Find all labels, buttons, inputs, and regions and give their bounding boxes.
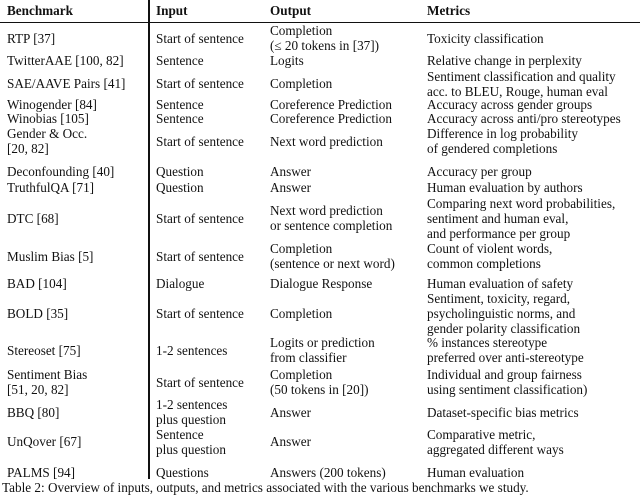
benchmark-line: PALMS [94]: [7, 464, 76, 480]
output-cell: [270, 427, 311, 456]
input-cell: [156, 53, 204, 68]
benchmark-line: [51, 20, 82]: [7, 382, 69, 397]
metrics-cell: [427, 335, 584, 365]
input-cell: [156, 180, 204, 194]
table-row: [0, 180, 640, 194]
metrics-line: Human evaluation of safety: [427, 275, 574, 291]
metrics-line: sentiment and human eval,: [427, 210, 569, 226]
input-line: 1-2 sentences: [156, 342, 228, 358]
benchmark-line: RTP [37]: [7, 30, 56, 46]
metrics-line: Relative change in perplexity: [427, 53, 582, 68]
table-row: [0, 126, 640, 156]
output-line: Coreference Prediction: [270, 96, 392, 112]
output-line: (sentence or next word): [270, 256, 395, 271]
metrics-line: gender polarity classification: [427, 320, 581, 336]
output-line: Dialogue Response: [270, 275, 373, 291]
metrics-line: psycholinguistic norms, and: [427, 305, 576, 321]
table-row: [0, 335, 640, 365]
input-line: plus question: [156, 412, 226, 427]
benchmark-line: Stereoset [75]: [7, 342, 81, 358]
input-line: Sentence: [156, 96, 204, 112]
input-line: Start of sentence: [156, 248, 244, 264]
metrics-cell: [427, 23, 544, 53]
benchmark-cell: [7, 53, 124, 68]
input-line: Dialogue: [156, 275, 205, 291]
input-cell: [156, 126, 244, 156]
benchmark-cell: [7, 164, 114, 178]
output-cell: [270, 164, 311, 178]
input-cell: [156, 68, 244, 99]
header-input: Input: [156, 2, 188, 18]
input-cell: [156, 164, 204, 178]
metrics-cell: [427, 290, 580, 336]
benchmark-cell: [7, 195, 59, 241]
metrics-cell: [427, 53, 582, 68]
metrics-line: Sentiment classification and quality: [427, 68, 616, 84]
benchmark-line: Deconfounding [40]: [7, 163, 115, 179]
metrics-line: using sentiment classification): [427, 382, 588, 397]
output-line: Next word prediction: [270, 133, 383, 149]
table-row: [0, 465, 640, 479]
output-line: Completion: [270, 76, 333, 91]
output-line: Completion: [270, 367, 333, 382]
output-cell: [270, 23, 379, 53]
table-row: [0, 97, 640, 111]
metrics-cell: [427, 180, 583, 194]
benchmark-line: [20, 82]: [7, 141, 49, 156]
metrics-line: Human evaluation by authors: [427, 179, 583, 195]
input-line: Question: [156, 179, 204, 195]
output-cell: [270, 367, 369, 397]
table-row: [0, 23, 640, 53]
input-cell: [156, 241, 244, 271]
benchmark-line: Gender & Occ.: [7, 126, 88, 141]
table-row: [0, 164, 640, 178]
benchmark-line: BOLD [35]: [7, 305, 69, 321]
input-cell: [156, 427, 226, 456]
metrics-cell: [427, 111, 621, 126]
output-cell: [270, 465, 386, 479]
table-row: [0, 53, 640, 68]
input-cell: [156, 465, 209, 479]
output-line: Coreference Prediction: [270, 111, 392, 126]
table-caption: Table 2: Overview of inputs, outputs, and metrics associated with the various benchmarks we study.: [2, 480, 529, 495]
metrics-line: Comparative metric,: [427, 426, 536, 442]
input-line: Start of sentence: [156, 76, 244, 91]
input-cell: [156, 111, 204, 126]
output-line: Answer: [270, 404, 312, 420]
output-line: or sentence completion: [270, 218, 393, 233]
benchmark-line: BBQ [80]: [7, 404, 60, 420]
benchmark-line: TruthfulQA [71]: [7, 179, 95, 195]
metrics-line: Comparing next word probabilities,: [427, 195, 616, 211]
benchmark-line: Sentiment Bias: [7, 367, 88, 382]
benchmark-cell: [7, 68, 125, 99]
output-cell: [270, 195, 392, 241]
metrics-cell: [427, 241, 552, 271]
benchmark-cell: [7, 97, 97, 111]
table-row: [0, 195, 640, 241]
benchmark-cell: [7, 126, 87, 156]
input-line: Question: [156, 163, 204, 179]
benchmark-cell: [7, 465, 75, 479]
table-row: [0, 367, 640, 397]
output-cell: [270, 53, 304, 68]
benchmark-cell: [7, 180, 94, 194]
benchmark-line: DTC [68]: [7, 210, 59, 226]
input-line: Start of sentence: [156, 30, 244, 46]
output-cell: [270, 111, 392, 126]
metrics-line: Human evaluation: [427, 464, 525, 480]
output-line: Answer: [270, 163, 312, 179]
header-metrics: Metrics: [427, 2, 471, 18]
output-cell: [270, 276, 372, 290]
output-cell: [270, 335, 375, 365]
benchmark-cell: [7, 241, 93, 271]
benchmark-line: UnQover [67]: [7, 434, 82, 449]
output-line: from classifier: [270, 350, 347, 365]
metrics-cell: [427, 276, 573, 290]
metrics-cell: [427, 397, 579, 427]
metrics-cell: [427, 367, 587, 397]
output-cell: [270, 97, 392, 111]
benchmark-line: Muslim Bias [5]: [7, 248, 94, 264]
metrics-cell: [427, 195, 615, 241]
metrics-line: Individual and group fairness: [427, 367, 582, 382]
table-row: [0, 290, 640, 336]
input-line: plus question: [156, 441, 226, 457]
metrics-line: Toxicity classification: [427, 30, 544, 46]
header-row: [0, 2, 640, 18]
output-line: Completion: [270, 23, 333, 38]
output-cell: [270, 397, 311, 427]
metrics-cell: [427, 427, 564, 456]
input-cell: [156, 367, 244, 397]
input-cell: [156, 397, 227, 427]
table-row: [0, 427, 640, 456]
benchmark-cell: [7, 290, 68, 336]
metrics-line: Sentiment, toxicity, regard,: [427, 290, 571, 306]
table-row: [0, 397, 640, 427]
input-cell: [156, 195, 244, 241]
benchmark-cell: [7, 427, 81, 456]
output-line: Completion: [270, 305, 333, 321]
input-cell: [156, 23, 244, 53]
input-line: Sentence: [156, 111, 204, 126]
table-row: [0, 68, 640, 99]
input-line: Start of sentence: [156, 210, 244, 226]
output-line: (50 tokens in [20]): [270, 382, 369, 397]
benchmark-cell: [7, 276, 67, 290]
output-cell: [270, 68, 332, 99]
metrics-line: of gendered completions: [427, 141, 558, 156]
metrics-cell: [427, 126, 578, 156]
metrics-cell: [427, 97, 592, 111]
output-line: Answers (200 tokens): [270, 464, 386, 480]
output-line: Answer: [270, 434, 312, 449]
input-cell: [156, 335, 227, 365]
header-output: Output: [270, 2, 312, 18]
metrics-line: preferred over anti-stereotype: [427, 350, 584, 365]
input-line: Sentence: [156, 53, 204, 68]
metrics-line: Dataset-specific bias metrics: [427, 404, 579, 420]
input-line: Start of sentence: [156, 374, 244, 390]
metrics-line: Accuracy across gender groups: [427, 96, 593, 112]
metrics-line: % instances stereotype: [427, 335, 548, 350]
output-line: Logits or prediction: [270, 335, 375, 350]
benchmark-cell: [7, 367, 87, 397]
output-cell: [270, 126, 383, 156]
metrics-cell: [427, 465, 524, 479]
benchmark-cell: [7, 397, 59, 427]
metrics-line: and performance per group: [427, 225, 571, 241]
metrics-line: aggregated different ways: [427, 441, 564, 457]
input-line: Start of sentence: [156, 305, 244, 321]
metrics-line: Accuracy per group: [427, 163, 532, 179]
benchmark-line: Winobias [105]: [7, 111, 89, 126]
header-benchmark: Benchmark: [7, 2, 73, 18]
output-line: Logits: [270, 53, 304, 68]
input-cell: [156, 290, 244, 336]
metrics-line: acc. to BLEU, Rouge, human eval: [427, 83, 608, 99]
output-line: Answer: [270, 179, 312, 195]
benchmark-cell: [7, 335, 81, 365]
input-cell: [156, 97, 204, 111]
benchmark-cell: [7, 23, 55, 53]
output-cell: [270, 290, 332, 336]
benchmark-line: SAE/AAVE Pairs [41]: [7, 76, 126, 91]
table-row: [0, 276, 640, 290]
table-row: [0, 111, 640, 126]
output-line: Next word prediction: [270, 203, 383, 218]
benchmark-cell: [7, 111, 89, 126]
input-line: 1-2 sentences: [156, 397, 228, 412]
benchmark-line: BAD [104]: [7, 275, 67, 291]
input-line: Start of sentence: [156, 133, 244, 149]
metrics-line: Count of violent words,: [427, 241, 553, 256]
input-line: Questions: [156, 464, 209, 480]
benchmark-line: Winogender [84]: [7, 96, 97, 112]
input-cell: [156, 276, 204, 290]
metrics-line: Difference in log probability: [427, 126, 578, 141]
output-line: Completion: [270, 241, 333, 256]
output-cell: [270, 180, 311, 194]
input-line: Sentence: [156, 426, 204, 442]
output-cell: [270, 241, 395, 271]
metrics-cell: [427, 68, 616, 99]
table-row: [0, 241, 640, 271]
metrics-line: common completions: [427, 256, 541, 271]
metrics-line: Accuracy across anti/pro stereotypes: [427, 111, 621, 126]
benchmark-line: TwitterAAE [100, 82]: [7, 53, 124, 68]
metrics-cell: [427, 164, 532, 178]
output-line: (≤ 20 tokens in [37]): [270, 38, 380, 53]
